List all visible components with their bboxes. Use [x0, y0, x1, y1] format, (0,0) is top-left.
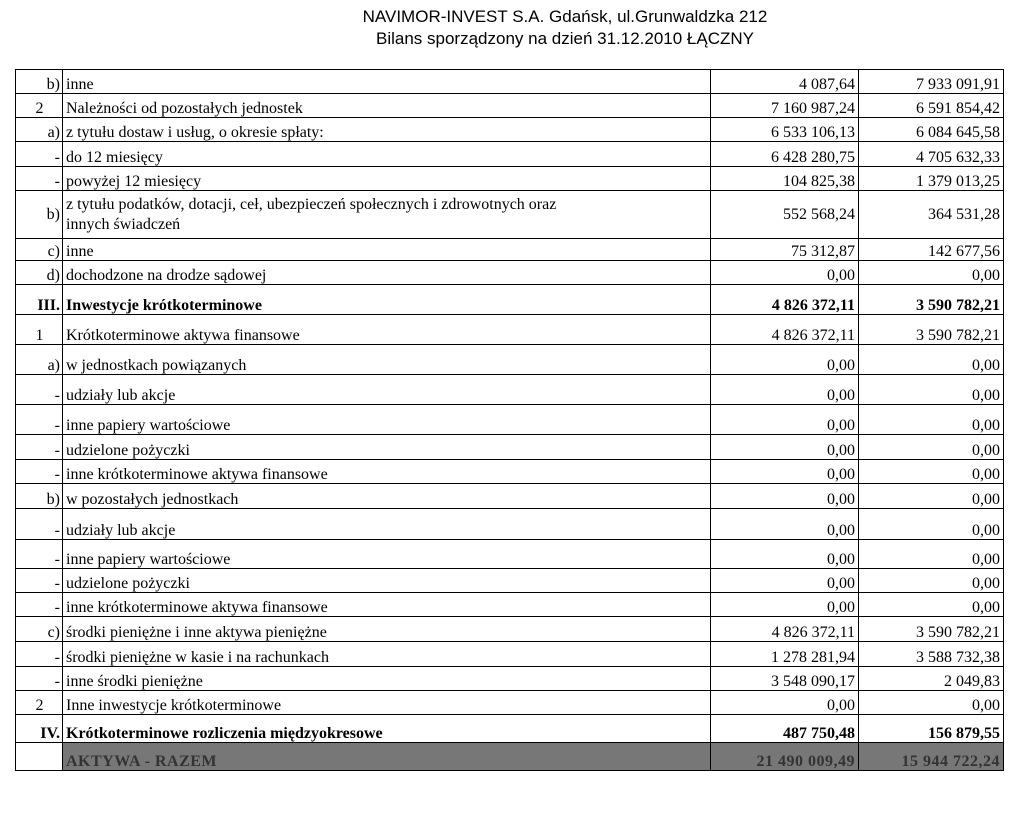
row-label: c) — [16, 239, 63, 261]
value-current: 4 087,64 — [711, 70, 859, 94]
row-description: Krótkoterminowe aktywa finansowe — [63, 315, 711, 345]
row-label: - — [16, 405, 63, 435]
value-current: 6 533 106,13 — [711, 118, 859, 142]
value-previous: 6 591 854,42 — [859, 94, 1004, 118]
table-row — [16, 191, 1004, 239]
value-previous: 0,00 — [859, 375, 1004, 405]
row-description: z tytułu podatków, dotacji, ceł, ubezpieczeń społecznych i zdrowotnych oraz innych świadczeń — [63, 191, 711, 239]
row-description: dochodzone na drodze sądowej — [63, 261, 711, 285]
value-current: 0,00 — [711, 405, 859, 435]
value-current: 487 750,48 — [711, 715, 859, 743]
row-description: w jednostkach powiązanych — [63, 345, 711, 375]
row-description: Inwestycje krótkoterminowe — [63, 285, 711, 315]
row-description: inne — [63, 70, 711, 94]
value-current: 0,00 — [711, 460, 859, 484]
row-description: inne środki pieniężne — [63, 667, 711, 691]
value-current: 0,00 — [711, 375, 859, 405]
row-label: d) — [16, 261, 63, 285]
row-label: 2 — [16, 94, 63, 118]
table-row — [16, 70, 1004, 94]
row-description: inne krótkoterminowe aktywa finansowe — [63, 593, 711, 617]
value-current: 7 160 987,24 — [711, 94, 859, 118]
row-label: - — [16, 569, 63, 593]
value-previous: 0,00 — [859, 405, 1004, 435]
balance-sheet-title: Bilans sporządzony na dzień 31.12.2010 ŁĄCZNY — [375, 29, 754, 48]
row-label — [16, 743, 63, 771]
value-previous: 0,00 — [859, 435, 1004, 460]
row-label: a) — [16, 118, 63, 142]
table-row — [16, 435, 1004, 460]
row-description: z tytułu dostaw i usług, o okresie spłaty: — [63, 118, 711, 142]
company-title: NAVIMOR-INVEST S.A. Gdańsk, ul.Grunwaldzka 212 — [362, 7, 768, 26]
table-row — [16, 540, 1004, 569]
value-previous: 0,00 — [859, 569, 1004, 593]
table-row — [16, 239, 1004, 261]
row-label: - — [16, 142, 63, 167]
value-previous: 15 944 722,24 — [859, 743, 1004, 771]
value-current: 0,00 — [711, 593, 859, 617]
row-description: inne — [63, 239, 711, 261]
row-label: III. — [16, 285, 63, 315]
row-label: - — [16, 540, 63, 569]
row-description: środki pieniężne w kasie i na rachunkach — [63, 642, 711, 667]
row-description: inne papiery wartościowe — [63, 405, 711, 435]
document-header — [0, 6, 1030, 50]
value-previous: 0,00 — [859, 261, 1004, 285]
table-row — [16, 642, 1004, 667]
value-current: 21 490 009,49 — [711, 743, 859, 771]
value-previous: 156 879,55 — [859, 715, 1004, 743]
value-current: 0,00 — [711, 691, 859, 715]
value-current: 0,00 — [711, 484, 859, 509]
value-current: 0,00 — [711, 345, 859, 375]
row-description: inne papiery wartościowe — [63, 540, 711, 569]
value-current: 1 278 281,94 — [711, 642, 859, 667]
value-current: 6 428 280,75 — [711, 142, 859, 167]
row-description: udziały lub akcje — [63, 509, 711, 540]
value-current: 0,00 — [711, 435, 859, 460]
row-label: - — [16, 460, 63, 484]
row-label: b) — [16, 484, 63, 509]
row-label: - — [16, 642, 63, 667]
value-current: 104 825,38 — [711, 167, 859, 191]
value-previous: 364 531,28 — [859, 191, 1004, 239]
table-row — [16, 375, 1004, 405]
table-row — [16, 405, 1004, 435]
value-current: 75 312,87 — [711, 239, 859, 261]
value-current: 4 826 372,11 — [711, 315, 859, 345]
table-row — [16, 261, 1004, 285]
value-previous: 3 590 782,21 — [859, 315, 1004, 345]
table-row — [16, 569, 1004, 593]
table-row — [16, 617, 1004, 642]
table-row — [16, 509, 1004, 540]
value-previous: 0,00 — [859, 509, 1004, 540]
row-description: inne krótkoterminowe aktywa finansowe — [63, 460, 711, 484]
table-row — [16, 315, 1004, 345]
value-previous: 0,00 — [859, 484, 1004, 509]
row-description: do 12 miesięcy — [63, 142, 711, 167]
row-description: środki pieniężne i inne aktywa pieniężne — [63, 617, 711, 642]
table-row — [16, 285, 1004, 315]
table-row — [16, 667, 1004, 691]
value-previous: 6 084 645,58 — [859, 118, 1004, 142]
row-label: - — [16, 509, 63, 540]
balance-sheet-table — [15, 69, 1004, 771]
row-description: AKTYWA - RAZEM — [63, 743, 711, 771]
table-row — [16, 118, 1004, 142]
value-current: 0,00 — [711, 509, 859, 540]
table-row — [16, 484, 1004, 509]
value-previous: 0,00 — [859, 540, 1004, 569]
value-current: 0,00 — [711, 569, 859, 593]
row-description: udzielone pożyczki — [63, 569, 711, 593]
row-label: b) — [16, 191, 63, 239]
value-previous: 0,00 — [859, 460, 1004, 484]
table-row — [16, 142, 1004, 167]
row-label: 2 — [16, 691, 63, 715]
row-label: 1 — [16, 315, 63, 345]
row-label: - — [16, 593, 63, 617]
row-description: udzielone pożyczki — [63, 435, 711, 460]
value-current: 552 568,24 — [711, 191, 859, 239]
table-row — [16, 593, 1004, 617]
row-description: Krótkoterminowe rozliczenia międzyokresowe — [63, 715, 711, 743]
value-current: 4 826 372,11 — [711, 285, 859, 315]
row-description: Inne inwestycje krótkoterminowe — [63, 691, 711, 715]
value-previous: 7 933 091,91 — [859, 70, 1004, 94]
table-row-total — [16, 743, 1004, 771]
value-previous: 0,00 — [859, 691, 1004, 715]
row-description: w pozostałych jednostkach — [63, 484, 711, 509]
value-previous: 142 677,56 — [859, 239, 1004, 261]
value-previous: 0,00 — [859, 345, 1004, 375]
row-label: - — [16, 375, 63, 405]
table-row — [16, 691, 1004, 715]
value-previous: 3 590 782,21 — [859, 285, 1004, 315]
value-current: 3 548 090,17 — [711, 667, 859, 691]
value-current: 0,00 — [711, 261, 859, 285]
table-row — [16, 94, 1004, 118]
row-description: udziały lub akcje — [63, 375, 711, 405]
value-current: 4 826 372,11 — [711, 617, 859, 642]
row-label: - — [16, 435, 63, 460]
row-description: Należności od pozostałych jednostek — [63, 94, 711, 118]
row-label: - — [16, 667, 63, 691]
value-previous: 0,00 — [859, 593, 1004, 617]
value-previous: 1 379 013,25 — [859, 167, 1004, 191]
value-previous: 3 588 732,38 — [859, 642, 1004, 667]
row-label: - — [16, 167, 63, 191]
row-label: IV. — [16, 715, 63, 743]
table-row — [16, 460, 1004, 484]
value-previous: 2 049,83 — [859, 667, 1004, 691]
table-row — [16, 715, 1004, 743]
table-row — [16, 345, 1004, 375]
value-previous: 3 590 782,21 — [859, 617, 1004, 642]
row-label: a) — [16, 345, 63, 375]
value-previous: 4 705 632,33 — [859, 142, 1004, 167]
row-label: b) — [16, 70, 63, 94]
table-row — [16, 167, 1004, 191]
row-label: c) — [16, 617, 63, 642]
row-description: powyżej 12 miesięcy — [63, 167, 711, 191]
value-current: 0,00 — [711, 540, 859, 569]
